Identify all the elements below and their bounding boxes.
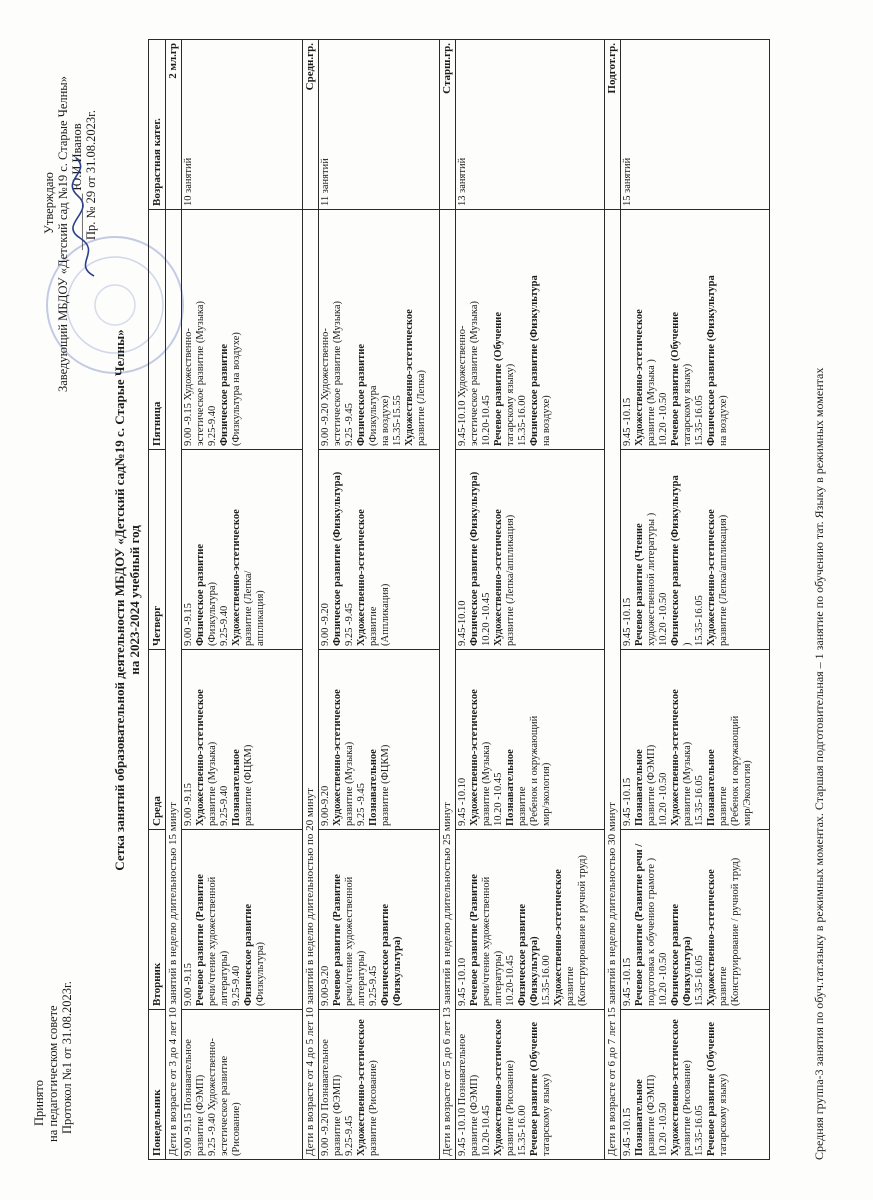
schedule-cell xyxy=(319,210,440,450)
schedule-cell xyxy=(456,450,605,650)
schedule-line: эстетическое развитие (Музыка) xyxy=(469,301,480,446)
schedule-cell xyxy=(182,830,303,1010)
schedule-line: развитие xyxy=(565,966,576,1006)
schedule-line: 9.00 -9.15 xyxy=(183,783,194,826)
schedule-line: 9.45 -10.15 xyxy=(622,777,633,826)
schedule-line: Художественно-эстетическое xyxy=(356,1019,367,1156)
schedule-line: развитие (ФЭМП) xyxy=(646,744,657,826)
schedule-line: (Физкультура на воздухе) xyxy=(231,332,242,446)
schedule-line: ) xyxy=(682,642,693,646)
schedule-line: 9.25-9.40 xyxy=(207,405,218,446)
schedule-line: Познавательное xyxy=(368,749,379,826)
schedule-line: литературы) xyxy=(356,950,367,1006)
document-title xyxy=(112,160,142,1040)
schedule-line: 9.00 -9.20 xyxy=(320,603,331,646)
council-label: на педагогическом совете xyxy=(46,1005,60,1142)
schedule-line: развитие (Музыка) xyxy=(207,741,218,826)
schedule-line: 9.45 -10.15 xyxy=(622,957,633,1006)
schedule-line: татарскому языку) xyxy=(541,1073,552,1156)
schedule-line: Речевое развитие (Развитие xyxy=(332,874,343,1006)
schedule-line: речи/чтение художественной xyxy=(344,876,355,1006)
schedule-line: Художественно-эстетическое xyxy=(195,689,206,826)
schedule-line: развитие (ФЭМП) xyxy=(195,1074,206,1156)
schedule-line: развитие (Музыка) xyxy=(682,741,693,826)
schedule-line: развитие xyxy=(368,606,379,646)
schedule-line: Речевое развитие (Чтение xyxy=(634,523,645,646)
schedule-cell xyxy=(319,1010,440,1160)
schedule-line: 15.35-16.05 xyxy=(694,775,705,826)
schedule-line: мир/Экология) xyxy=(742,760,753,826)
schedule-line: развитие (Лепка/аппликация) xyxy=(718,514,729,646)
schedule-line: татарскому языку) xyxy=(505,363,516,446)
schedule-line: развитие (Рисование) xyxy=(368,1060,379,1156)
schedule-line: речи/чтение художественной xyxy=(207,876,218,1006)
schedule-line: 15 занятий xyxy=(622,157,633,206)
schedule-line: развитие (ФЦКМ) xyxy=(380,744,391,826)
schedule-line: Художественно-эстетическое xyxy=(493,509,504,646)
schedule-line: Художественно-эстетическое xyxy=(404,309,415,446)
schedule-line: Художественно-эстетическое xyxy=(356,509,367,646)
lessons-count-cell xyxy=(621,40,770,210)
schedule-line: на воздухе) xyxy=(380,395,391,446)
schedule-line: Физическое развитие (Физкультура) xyxy=(332,471,343,646)
lessons-count-cell xyxy=(182,40,303,210)
signature-line: _________ Ю.И.Иванов xyxy=(70,123,84,250)
schedule-line: 15.35-16.05 xyxy=(694,955,705,1006)
schedule-line: Речевое развитие (Обучение xyxy=(529,1021,540,1156)
schedule-line: (Аппликация) xyxy=(380,583,391,646)
schedule-line: эстетическое развитие (Музыка) xyxy=(195,301,206,446)
age-category: Подгот.гр. xyxy=(605,40,621,210)
schedule-line: 9.25 -9.40 Художественно- xyxy=(207,1038,218,1156)
schedule-line: 13 занятий xyxy=(457,157,468,206)
title-line-2: на 2023-2024 учебный год xyxy=(127,525,142,675)
schedule-line: (Ребенок и окружающий xyxy=(529,715,540,826)
schedule-line: 9.00 -9.15 xyxy=(183,603,194,646)
schedule-cell xyxy=(456,1010,605,1160)
schedule-line: 9.25-9.40 xyxy=(219,785,230,826)
schedule-line: на воздухе) xyxy=(541,395,552,446)
schedule-line: 9.45 -10.10 Познавательное xyxy=(457,1033,468,1156)
schedule-line: (Ребенок и окружающий xyxy=(730,715,741,826)
schedule-line: развитие xyxy=(517,786,528,826)
schedule-line: 10.20 -10.50 xyxy=(658,772,669,826)
table-row xyxy=(319,40,440,1160)
schedule-line: развитие (Рисование) xyxy=(682,1060,693,1156)
column-header: Возрастная катег. xyxy=(149,40,166,210)
title-line-1: Сетка занятий образовательной деятельности МБДОУ «Детский сад№19 с. Старые Челны» xyxy=(112,329,127,871)
schedule-line: Физическое развитие xyxy=(243,903,254,1006)
schedule-line: развитие (Рисование) xyxy=(505,1060,516,1156)
schedule-line: развитие xyxy=(718,786,729,826)
schedule-cell xyxy=(456,210,605,450)
schedule-line: 9.00-9.20 xyxy=(320,965,331,1006)
schedule-line: 10.20-10.45 xyxy=(481,395,492,446)
schedule-line: 15.35-15.55 xyxy=(392,395,403,446)
approve-label: Утверждаю xyxy=(42,172,56,234)
schedule-line: 9.25-9.45 xyxy=(368,965,379,1006)
schedule-line: 15.35-16.00 xyxy=(541,955,552,1006)
schedule-cell xyxy=(456,650,605,830)
schedule-cell xyxy=(182,210,303,450)
schedule-line: Художественно-эстетическое xyxy=(670,689,681,826)
schedule-line: (Конструирование и ручной труд) xyxy=(577,855,588,1006)
schedule-line: Физическое развитие (Физкультура xyxy=(670,475,681,646)
schedule-line: Речевое развитие (Обучение xyxy=(670,311,681,446)
schedule-line: Художественно-эстетическое xyxy=(706,869,717,1006)
schedule-line: Физическое развитие xyxy=(195,543,206,646)
schedule-cell xyxy=(456,830,605,1010)
schedule-cell xyxy=(319,450,440,650)
schedule-cell xyxy=(182,450,303,650)
schedule-line: литературы) xyxy=(219,950,230,1006)
schedule-line: развитие xyxy=(718,966,729,1006)
schedule-cell xyxy=(621,450,770,650)
schedule-line: Познавательное xyxy=(231,749,242,826)
schedule-line: Речевое развитие (Развитие xyxy=(469,874,480,1006)
schedule-line: литературы) xyxy=(493,950,504,1006)
schedule-line: Речевое развитие (Обучение xyxy=(493,311,504,446)
lessons-count-cell xyxy=(456,40,605,210)
schedule-line: развитие (Музыка) xyxy=(481,741,492,826)
schedule-line: развитие (ФЭМП) xyxy=(332,1074,343,1156)
schedule-cell xyxy=(621,1010,770,1160)
signature-scribble-icon xyxy=(66,152,106,282)
schedule-line: Физическое развитие xyxy=(219,343,230,446)
schedule-line: 9.00 -9.20 Познавательное xyxy=(320,1039,331,1156)
schedule-line: 9.00 -9.15 Художественно- xyxy=(183,328,194,446)
age-group-band xyxy=(440,40,456,1160)
schedule-line: Речевое развитие (Развитие речи / xyxy=(634,843,645,1006)
schedule-line: на воздухе) xyxy=(718,395,729,446)
column-header: Среда xyxy=(149,650,166,830)
schedule-line: 10.20 -10.50 xyxy=(658,392,669,446)
schedule-body xyxy=(166,40,770,1160)
schedule-line: (Физкультура xyxy=(368,385,379,446)
schedule-line: 10 занятий xyxy=(183,157,194,206)
schedule-line: развитие (Музыка ) xyxy=(646,359,657,446)
age-category: Средн.гр. xyxy=(303,40,319,210)
schedule-line: 9.00 -9.15 Познавательное xyxy=(183,1039,194,1156)
age-group-description: Дети в возрасте от 6 до 7 лет 15 занятий в неделю длительностью 30 минут xyxy=(605,210,621,1160)
schedule-line: развитие (Лепка/ xyxy=(243,570,254,646)
schedule-cell xyxy=(621,830,770,1010)
column-header: Понедельник xyxy=(149,1010,166,1160)
schedule-line: развитие (ФЦКМ) xyxy=(243,744,254,826)
schedule-line: 9.45 -10.15 xyxy=(622,1107,633,1156)
schedule-cell xyxy=(182,1010,303,1160)
age-category: 2 мл.гр xyxy=(166,40,182,210)
schedule-line: (Конструирование / ручной труд) xyxy=(730,857,741,1006)
schedule-line: Физическое развитие (Физкультура) xyxy=(380,903,403,1006)
schedule-line: 9.00-9.20 xyxy=(320,785,331,826)
schedule-line: 9.25 -9.45 xyxy=(344,603,355,646)
schedule-line: Познавательное xyxy=(706,749,717,826)
table-row xyxy=(621,40,770,1160)
schedule-line: 10.20 -10.50 xyxy=(658,952,669,1006)
schedule-cell xyxy=(621,650,770,830)
column-header: Четверг xyxy=(149,450,166,650)
schedule-line: 9.25-9.45 xyxy=(344,1115,355,1156)
schedule-line: Художественно-эстетическое xyxy=(493,1019,504,1156)
schedule-line: Физическое развитие (Физкультура) xyxy=(469,471,480,646)
schedule-line: 10.20-10.45 xyxy=(481,1105,492,1156)
age-group-description: Дети в возрасте от 5 до 6 лет 13 занятий в неделю длительностью 25 минут xyxy=(440,210,456,1160)
schedule-line: 15.35-16.05 xyxy=(694,1105,705,1156)
schedule-line: Художественно-эстетическое xyxy=(634,309,645,446)
table-row xyxy=(182,40,303,1160)
schedule-line: развитие (ФЭМП) xyxy=(646,1074,657,1156)
table-header-row xyxy=(149,40,166,1160)
schedule-line: Познавательное xyxy=(634,749,645,826)
age-category: Старш.гр. xyxy=(440,40,456,210)
schedule-line: (Физкультура) xyxy=(207,581,218,646)
approval-block-left xyxy=(32,900,74,1160)
schedule-line: развитие (Лепка) xyxy=(416,369,427,446)
schedule-cell xyxy=(182,650,303,830)
schedule-line: 9.25 -9.45 xyxy=(356,783,367,826)
schedule-line: мир/экология) xyxy=(541,762,552,826)
age-group-band xyxy=(605,40,621,1160)
schedule-line: 9.45 -10.15 xyxy=(622,597,633,646)
schedule-line: 10.20 -10.45 xyxy=(481,592,492,646)
schedule-line: подготовка к обучению грамоте ) xyxy=(646,857,657,1006)
schedule-line: Познавательное xyxy=(634,1079,645,1156)
schedule-line: Физическое развитие xyxy=(356,343,367,446)
age-group-band xyxy=(303,40,319,1160)
schedule-line: речи/чтение художественной xyxy=(481,876,492,1006)
protocol-label: Протокол №1 от 31.08.2023г. xyxy=(60,981,74,1134)
schedule-line: 9.45 -10.10 xyxy=(457,777,468,826)
schedule-line: Физическое развитие (Физкультура xyxy=(706,275,717,446)
schedule-line: Художественно-эстетическое xyxy=(670,1019,681,1156)
schedule-line: 9.25 -9.45 xyxy=(344,403,355,446)
schedule-line: развитие (Музыка) xyxy=(344,741,355,826)
schedule-line: 10.20 -10.50 xyxy=(658,1102,669,1156)
schedule-line: Речевое развитие (Развитие xyxy=(195,874,206,1006)
schedule-line: Художественно-эстетическое xyxy=(706,509,717,646)
schedule-line: 15.35-16.00 xyxy=(517,395,528,446)
schedule-line: 15.35-16.05 xyxy=(694,595,705,646)
schedule-line: эстетическое развитие (Музыка) xyxy=(332,301,343,446)
schedule-line: 10.20 -10.45 xyxy=(493,772,504,826)
schedule-line: татарскому языку) xyxy=(682,363,693,446)
schedule-line: развитие (ФЭМП) xyxy=(469,1074,480,1156)
schedule-line: 15.35-16.05 xyxy=(694,395,705,446)
schedule-line: Речевое развитие (Обучение xyxy=(706,1021,717,1156)
footer-note: Средняя группа-3 занятия по обуч.тат.языку в режимных моментах. Старшая подготовительная – 1 занятие по обучению тат. Языку в режимных моментах xyxy=(812,367,826,1160)
schedule-line: 9.25-9.40 xyxy=(231,965,242,1006)
age-group-band xyxy=(166,40,182,1160)
schedule-cell xyxy=(319,650,440,830)
schedule-line: 9.45 -10.10 xyxy=(457,957,468,1006)
schedule-line: художественной литературы ) xyxy=(646,512,657,646)
schedule-cell xyxy=(319,830,440,1010)
schedule-line: Художественно-эстетическое xyxy=(553,869,564,1006)
schedule-line: 9.45-10.10 xyxy=(457,600,468,646)
accepted-label: Принято xyxy=(32,1080,46,1126)
schedule-line: 10.20-10.45 xyxy=(505,955,516,1006)
age-group-description: Дети в возрасте от 3 до 4 лет 10 занятий в неделю длительностью 15 минут xyxy=(166,210,182,1160)
schedule-line: 9.25-9.40 xyxy=(219,605,230,646)
column-header: Вторник xyxy=(149,830,166,1010)
schedule-line: 9.00 -9.20 Художественно- xyxy=(320,328,331,446)
head-label: Заведующий МБДОУ «Детский сад №19 с. Старые Челны» xyxy=(56,76,70,392)
schedule-line: развитие (Лепка/аппликация) xyxy=(505,514,516,646)
schedule-line: Физическое развитие (Физкультура) xyxy=(670,903,693,1006)
lessons-count-cell xyxy=(319,40,440,210)
schedule-line: Физическое развитие (Физкультура xyxy=(529,275,540,446)
column-header: Пятница xyxy=(149,210,166,450)
schedule-line: Познавательное xyxy=(505,749,516,826)
schedule-line: Художественно-эстетическое xyxy=(332,689,343,826)
schedule-line: татарскому языку) xyxy=(718,1073,729,1156)
schedule-cell xyxy=(621,210,770,450)
schedule-line: Художественно-эстетическое xyxy=(469,689,480,826)
schedule-line: аппликация) xyxy=(255,590,266,646)
schedule-line: Художественно-эстетическое xyxy=(231,509,242,646)
schedule-line: 10.20 -10.50 xyxy=(658,592,669,646)
schedule-line: 11 занятий xyxy=(320,158,331,206)
schedule-line: 9.45 -10.15 xyxy=(622,397,633,446)
schedule-line: 15.35-16.00 xyxy=(517,1105,528,1156)
order-line: Пр. № 29 от 31.08.2023г. xyxy=(84,110,98,240)
schedule-line: 9.45-10.10 Художественно- xyxy=(457,325,468,446)
schedule-line: 9.00 -9.15 xyxy=(183,963,194,1006)
schedule-line: (Физкультура) xyxy=(255,941,266,1006)
age-group-description: Дети в возрасте от 4 до 5 лет 10 занятий в неделю длительностью по 20 минут xyxy=(303,210,319,1160)
schedule-table xyxy=(148,39,770,1160)
schedule-line: Физическое развитие (Физкультура) xyxy=(517,903,540,1006)
schedule-line: эстетическое развитие (Рисование) xyxy=(219,1055,242,1156)
table-row xyxy=(456,40,605,1160)
